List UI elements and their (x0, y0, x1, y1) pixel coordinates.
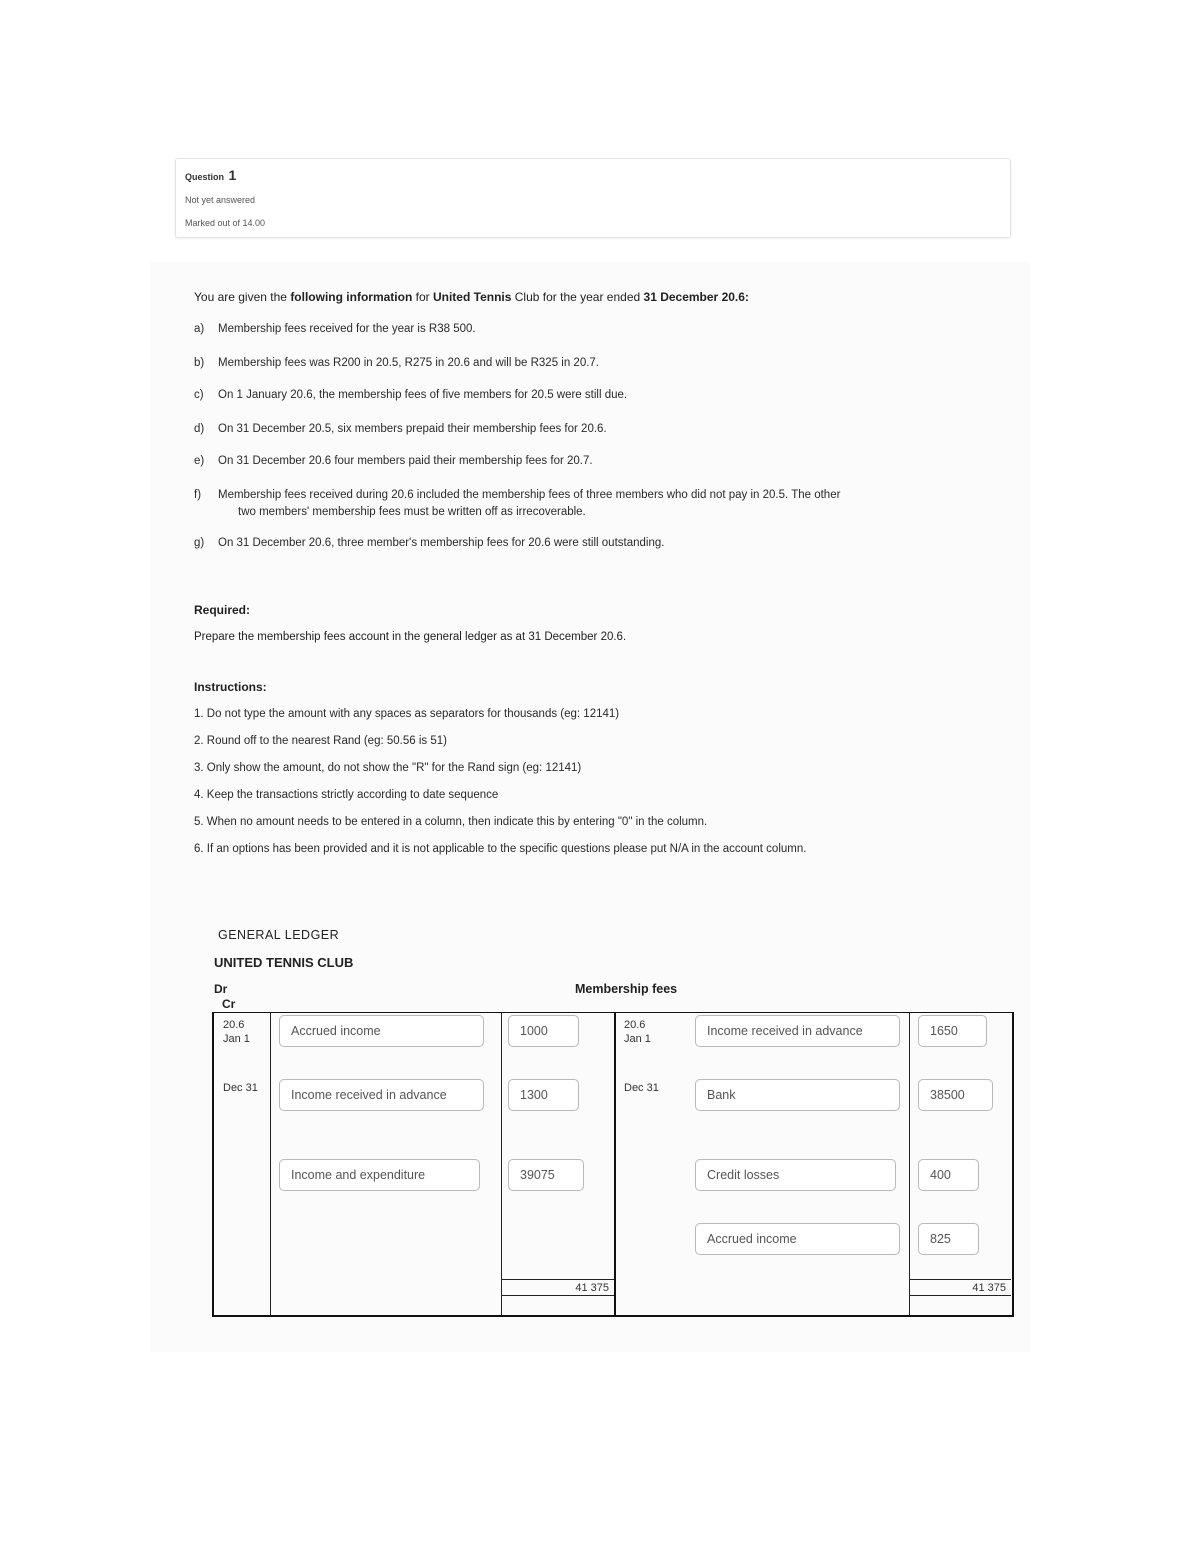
required-text: Prepare the membership fees account in the general ledger as at 31 December 20.6. (194, 631, 627, 643)
instruction-item: 2. Round off to the nearest Rand (eg: 50.56 is 51) (194, 735, 447, 747)
question-number: 1 (228, 167, 237, 183)
center-divider (614, 1013, 616, 1315)
credit-amount-field-1[interactable]: 1650 (918, 1015, 987, 1047)
info-item-e: e) On 31 December 20.6 four members paid their membership fees for 20.7. (194, 455, 593, 467)
column-divider (501, 1013, 502, 1315)
credit-date-dec31: Dec 31 (624, 1082, 659, 1094)
instructions-heading: Instructions: (194, 680, 267, 694)
credit-amount-field-3[interactable]: 400 (918, 1159, 979, 1191)
cr-label: Cr (222, 997, 236, 1011)
debit-total-rule (501, 1295, 614, 1296)
dr-label: Dr (214, 982, 228, 996)
credit-details-field-1[interactable]: Income received in advance (695, 1015, 900, 1047)
instruction-item: 3. Only show the amount, do not show the "R" for the Rand sign (eg: 12141) (194, 762, 582, 774)
debit-total: 41 375 (575, 1282, 609, 1294)
credit-amount-field-2[interactable]: 38500 (918, 1079, 993, 1111)
debit-amount-field-1[interactable]: 1000 (508, 1015, 579, 1047)
credit-total-rule (909, 1295, 1011, 1296)
ledger-table (212, 1012, 1014, 1317)
debit-date-jan1: 20.6 Jan 1 (223, 1019, 250, 1045)
info-item-c: c) On 1 January 20.6, the membership fees of five members for 20.5 were still due. (194, 389, 628, 401)
debit-details-field-2[interactable]: Income received in advance (279, 1079, 484, 1111)
info-item-d: d) On 31 December 20.5, six members prepaid their membership fees for 20.6. (194, 423, 607, 435)
debit-date-dec31: Dec 31 (223, 1082, 258, 1094)
credit-total-rule (909, 1279, 1011, 1280)
question-marks: Marked out of 14.00 (185, 218, 266, 228)
credit-amount-field-4[interactable]: 825 (918, 1223, 979, 1255)
required-heading: Required: (194, 603, 251, 617)
debit-details-field-3[interactable]: Income and expenditure (279, 1159, 480, 1191)
instruction-item: 1. Do not type the amount with any spaces as separators for thousands (eg: 12141) (194, 708, 620, 720)
info-item-f: f) Membership fees received during 20.6 included the membership fees of three members who did not pay in 20.5. The other two members' membership fees must be written off as irrecoverable. (194, 489, 841, 518)
question-state: Not yet answered (185, 195, 256, 205)
credit-details-field-3[interactable]: Credit losses (695, 1159, 896, 1191)
debit-details-field-1[interactable]: Accrued income (279, 1015, 484, 1047)
question-info-box (175, 158, 1011, 238)
info-item-b: b) Membership fees was R200 in 20.5, R275 in 20.6 and will be R325 in 20.7. (194, 357, 600, 369)
general-ledger-heading: GENERAL LEDGER (218, 928, 340, 942)
debit-total-rule (501, 1279, 614, 1280)
info-item-g: g) On 31 December 20.6, three member's membership fees for 20.6 were still outstanding. (194, 537, 665, 549)
question-title (185, 167, 236, 183)
credit-details-field-4[interactable]: Accrued income (695, 1223, 900, 1255)
account-title: Membership fees (575, 982, 678, 996)
club-heading: UNITED TENNIS CLUB (214, 955, 354, 970)
debit-amount-field-2[interactable]: 1300 (508, 1079, 579, 1111)
info-item-a: a) Membership fees received for the year is R38 500. (194, 323, 476, 335)
question-label: Question (185, 172, 225, 182)
instruction-item: 4. Keep the transactions strictly according to date sequence (194, 789, 499, 801)
instruction-item: 5. When no amount needs to be entered in a column, then indicate this by entering "0" in the column. (194, 816, 708, 828)
intro-text: You are given the following information for United Tennis Club for the year ended 31 December 20.6: (194, 290, 749, 304)
credit-details-field-2[interactable]: Bank (695, 1079, 900, 1111)
debit-amount-field-3[interactable]: 39075 (508, 1159, 584, 1191)
credit-date-jan1: 20.6 Jan 1 (624, 1019, 651, 1045)
column-divider (909, 1013, 910, 1315)
instruction-item: 6. If an options has been provided and it is not applicable to the specific questions please put N/A in the account column. (194, 843, 807, 855)
credit-total: 41 375 (972, 1282, 1006, 1294)
column-divider (270, 1013, 271, 1315)
